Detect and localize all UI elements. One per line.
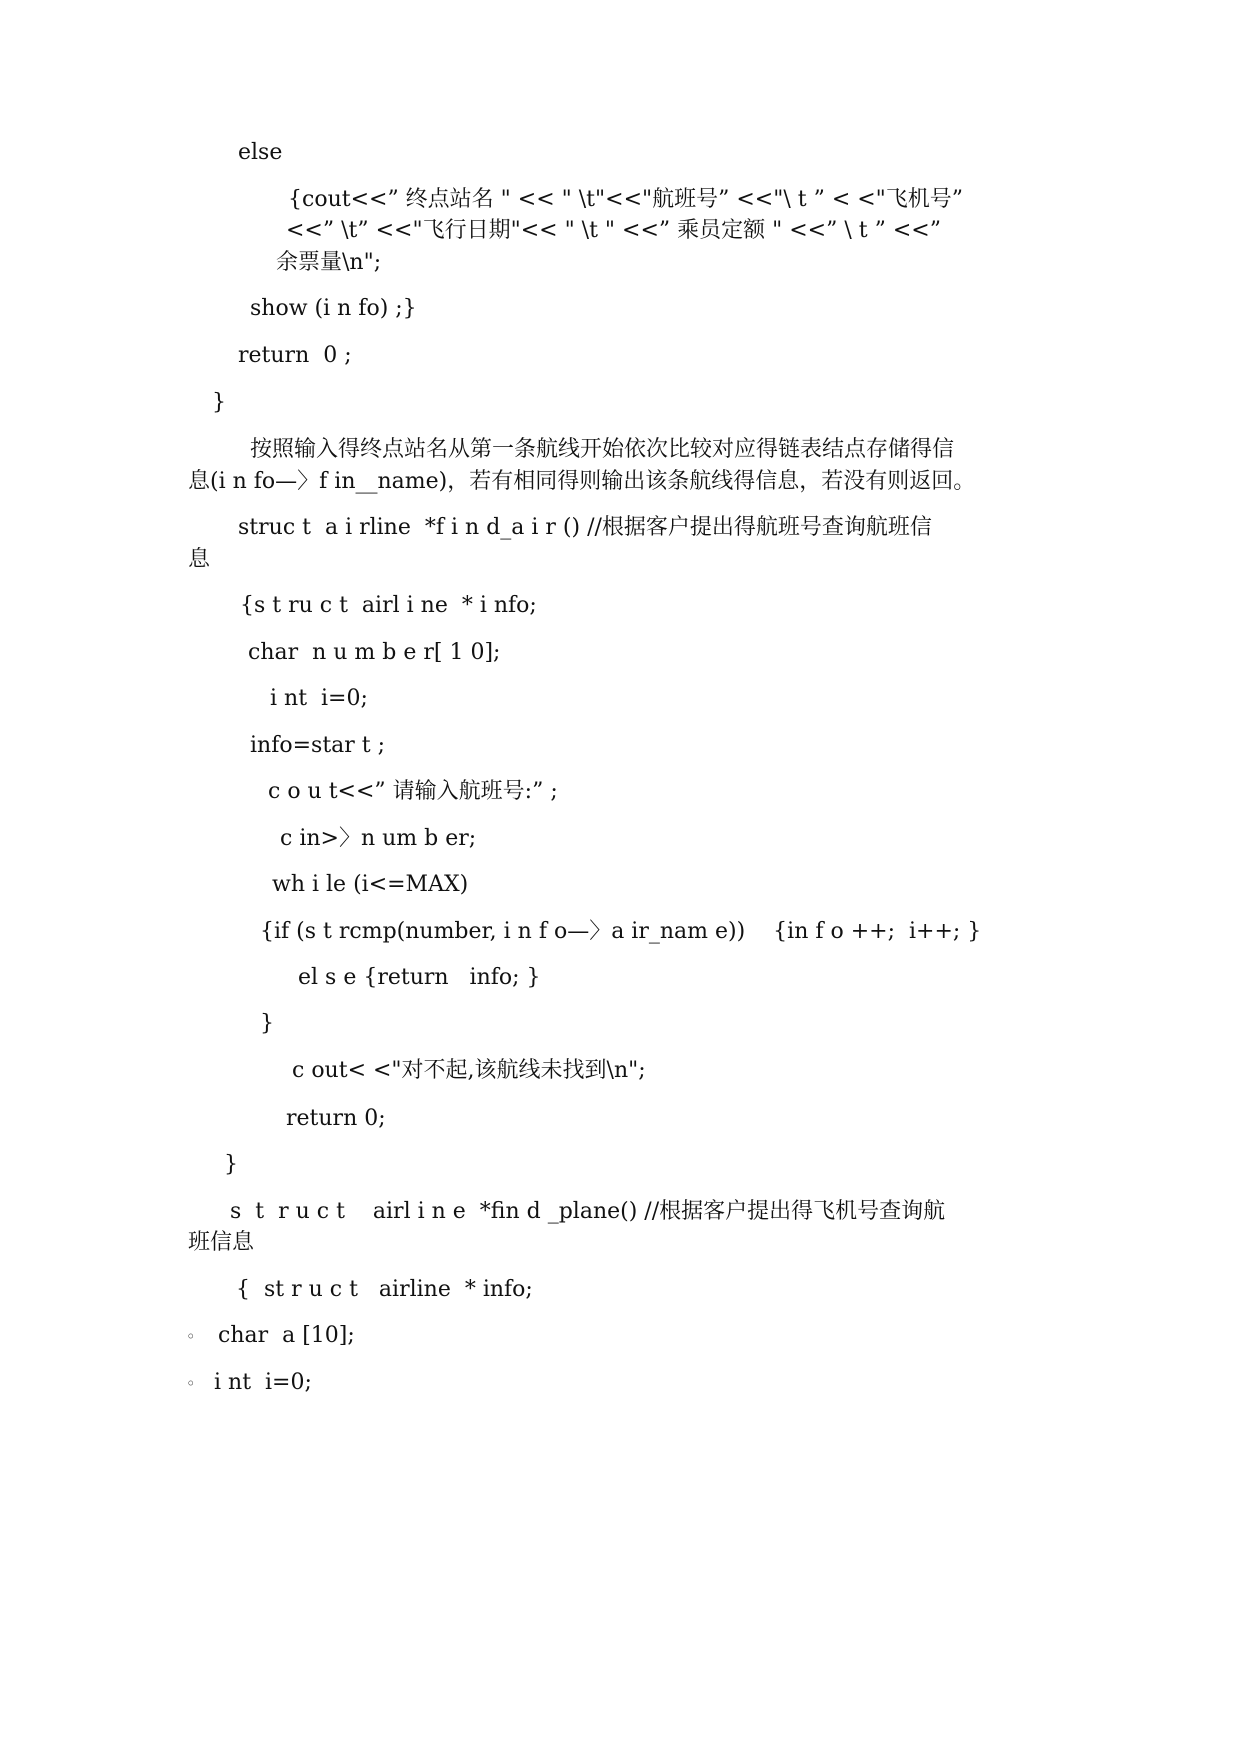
code-line: return 0 ; bbox=[238, 343, 352, 368]
code-line: {cout<<” 终点站名 " << " \t"<<"航班号” <<"\ t ” < <"飞机号” bbox=[288, 187, 964, 212]
code-line: c out< <"对不起,该航线未找到\n"; bbox=[292, 1058, 646, 1083]
paragraph-line: 按照输入得终点站名从第一条航线开始依次比较对应得链表结点存储得信 bbox=[250, 437, 955, 462]
code-line: 息 bbox=[188, 547, 211, 572]
code-line: info=star t ; bbox=[250, 733, 386, 758]
code-line: } bbox=[212, 390, 226, 415]
paragraph-line: 息(i n fo—〉f in__name)，若有相同得则输出该条航线得信息，若没有则返回。 bbox=[188, 469, 976, 494]
code-line: struc t a i rline *f i n d_a i r () //根据客户提出得航班号查询航班信 bbox=[238, 515, 932, 540]
code-line: { st r u c t airline * info; bbox=[236, 1277, 533, 1302]
code-line: wh i le (i<=MAX) bbox=[272, 872, 469, 897]
code-line: {s t ru c t airl i ne * i nfo; bbox=[240, 593, 537, 618]
code-line: } bbox=[224, 1152, 238, 1177]
code-line: {if (s t rcmp(number, i n f o—〉a ir_nam e)) {in f o ++; i++; } bbox=[260, 919, 982, 944]
code-line: char a [10]; bbox=[218, 1323, 355, 1348]
code-line: i nt i=0; bbox=[214, 1370, 312, 1395]
bullet-marker: ◦ bbox=[186, 1327, 196, 1346]
code-line: c o u t<<” 请输入航班号:” ; bbox=[268, 779, 558, 804]
code-line: <<” \t” <<"飞行日期"<< " \t " <<” 乘员定额 " <<” \ t ” <<” bbox=[286, 218, 941, 243]
code-line: else bbox=[238, 140, 283, 165]
code-line: s t r u c t airl i n e *fin d _plane() //根据客户提出得飞机号查询航 bbox=[230, 1199, 946, 1224]
code-line: return 0; bbox=[286, 1106, 386, 1131]
code-line: c in>〉n um b er; bbox=[280, 826, 477, 851]
bullet-marker: ◦ bbox=[186, 1374, 196, 1393]
code-line: show (i n fo) ;} bbox=[250, 296, 417, 321]
code-line: char n u m b e r[ 1 0]; bbox=[248, 640, 501, 665]
code-line: i nt i=0; bbox=[270, 686, 368, 711]
code-line: el s e {return info; } bbox=[298, 965, 541, 990]
code-line: } bbox=[260, 1011, 274, 1036]
code-line: 班信息 bbox=[188, 1230, 255, 1255]
code-line: 余票量\n"; bbox=[276, 250, 382, 275]
